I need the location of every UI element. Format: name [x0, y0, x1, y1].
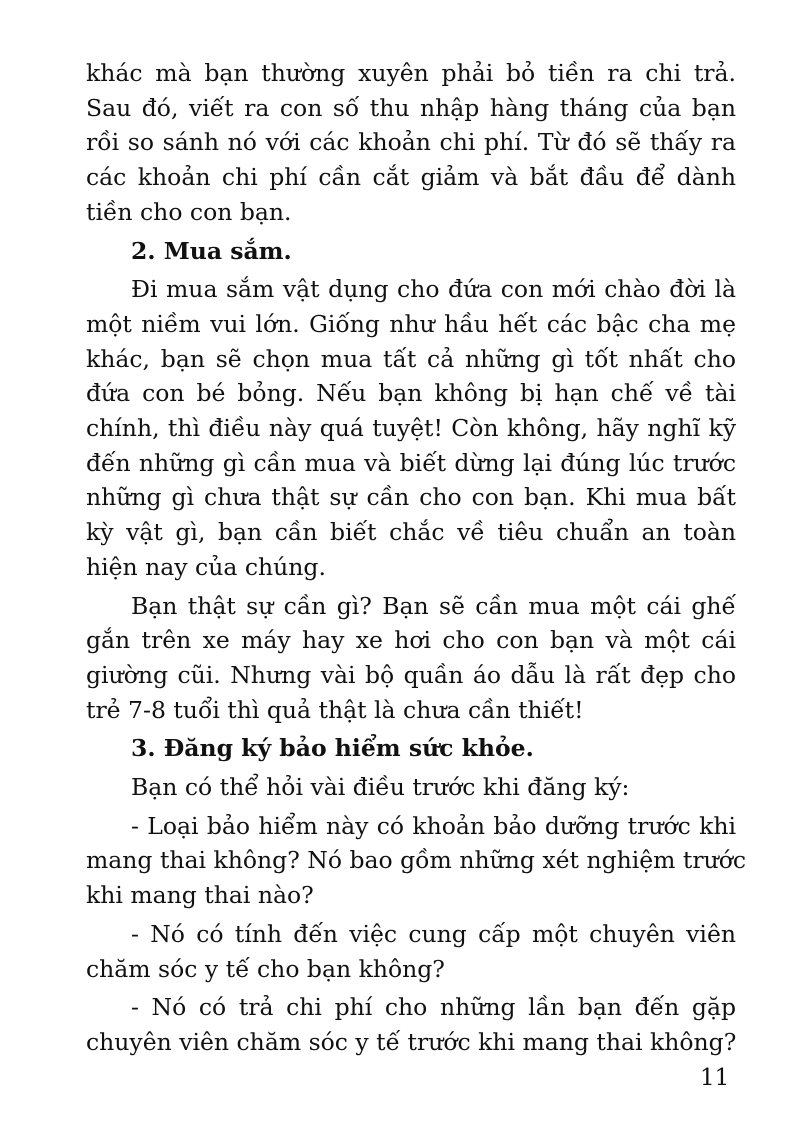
paragraph-question-1: [86, 809, 747, 913]
section-heading-shopping: 2. Mua sắm.: [131, 236, 292, 265]
text-line: - Nó có trả chi phí cho những lần bạn đến gặp: [131, 993, 736, 1022]
text-line: những gì chưa thật sự cần cho con bạn. Khi mua bất: [86, 483, 736, 512]
text-line: khác, bạn sẽ chọn mua tất cả những gì tốt nhất cho: [86, 344, 736, 373]
section-heading-insurance: 3. Đăng ký bảo hiểm sức khỏe.: [131, 734, 534, 763]
text-line: chính, thì điều này quá tuyệt! Còn không, hãy nghĩ kỹ: [86, 414, 736, 443]
text-line: trẻ 7-8 tuổi thì quả thật là chưa cần thiết!: [86, 695, 584, 724]
paragraph-shopping: [86, 272, 736, 584]
text-line: hiện nay của chúng.: [86, 552, 326, 581]
page-content: [86, 56, 747, 1060]
text-line: khi mang thai nào?: [86, 881, 314, 910]
text-line: các khoản chi phí cần cắt giảm và bắt đầu để dành: [86, 163, 736, 192]
paragraph-question-2: [86, 917, 736, 986]
text-line: gắn trên xe máy hay xe hơi cho con bạn và một cái: [86, 626, 736, 655]
page-number: 11: [700, 1065, 730, 1091]
text-line: Sau đó, viết ra con số thu nhập hàng tháng của bạn: [86, 93, 736, 122]
paragraph-needs: [86, 589, 736, 728]
text-line: một niềm vui lớn. Giống như hầu hết các bậc cha mẹ: [86, 309, 736, 338]
text-line: chuyên viên chăm sóc y tế trước khi mang thai không?: [86, 1027, 737, 1056]
text-line: Bạn thật sự cần gì? Bạn sẽ cần mua một cái ghế: [131, 591, 736, 620]
text-line: - Loại bảo hiểm này có khoản bảo dưỡng trước khi: [131, 811, 736, 840]
text-line: đứa con bé bỏng. Nếu bạn không bị hạn chế về tài: [86, 379, 736, 408]
text-line: Đi mua sắm vật dụng cho đứa con mới chào đời là: [131, 275, 736, 304]
text-line: đến những gì cần mua và biết dừng lại đúng lúc trước: [86, 448, 736, 477]
text-line: mang thai không? Nó bao gồm những xét nghiệm trước: [86, 846, 747, 875]
text-line: Bạn có thể hỏi vài điều trước khi đăng ký:: [131, 773, 630, 802]
text-line: chăm sóc y tế cho bạn không?: [86, 954, 445, 983]
text-line: giường cũi. Nhưng vài bộ quần áo dẫu là rất đẹp cho: [86, 660, 736, 689]
text-line: rồi so sánh nó với các khoản chi phí. Từ đó sẽ thấy ra: [86, 128, 736, 157]
text-line: kỳ vật gì, bạn cần biết chắc về tiêu chuẩn an toàn: [86, 518, 736, 547]
paragraph-question-3: [86, 990, 736, 1059]
text-line: khác mà bạn thường xuyên phải bỏ tiền ra chi trả.: [86, 59, 736, 87]
paragraph-intro: [86, 56, 736, 230]
text-line: - Nó có tính đến việc cung cấp một chuyên viên: [131, 919, 736, 948]
text-line: tiền cho con bạn.: [86, 197, 292, 226]
paragraph-insurance-intro: [86, 770, 736, 805]
